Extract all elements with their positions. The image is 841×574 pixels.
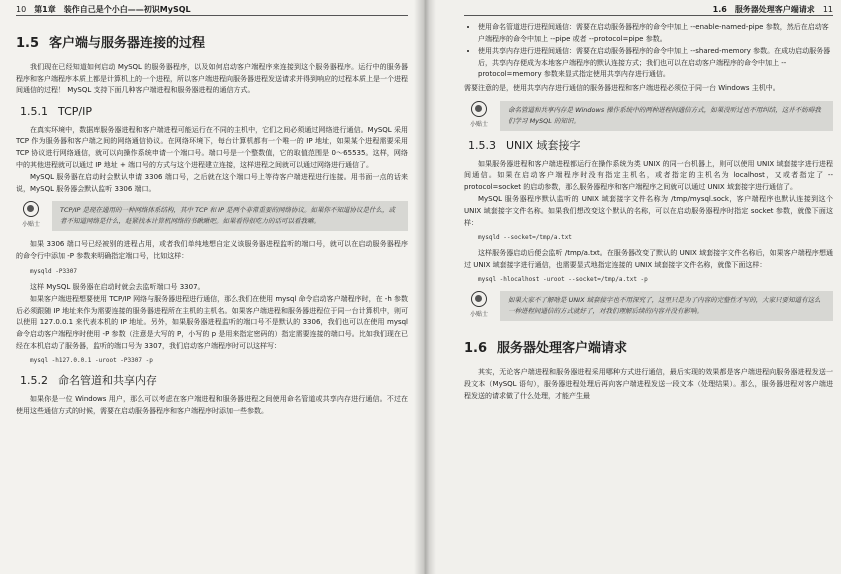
subsection-title: 命名管道和共享内存 bbox=[58, 374, 157, 388]
unix-paragraph-3: 这样服务器启动后便会监听 /tmp/a.txt。在服务器改变了默认的 UNIX 域套接字文件名称后，如果客户端程序想通过 UNIX 域套接字进行通信，也需要显式地指定连接的 UNIX 域套接字文件名称，就像下面这样： bbox=[464, 249, 833, 269]
tip-box-unix bbox=[464, 291, 833, 321]
ipc-bullet-list bbox=[464, 22, 833, 81]
tip-label: 小贴士 bbox=[469, 311, 488, 319]
chapter-title: 装作自己是个小白——初识MySQL bbox=[63, 4, 191, 14]
unix-paragraph-2: MySQL 服务器程序默认监听的 UNIX 域套接字文件名称为 /tmp/mysql.sock，客户端程序也默认连接到这个 UNIX 域套接字文件名称。如果我们想改变这个默认的名称，可以在启动服务器程序时指定 socket 参数，就像下面这样： bbox=[464, 195, 833, 227]
section-heading-1-6 bbox=[464, 341, 833, 357]
subsection-heading-1-5-3 bbox=[468, 139, 833, 153]
subsection-heading-1-5-2 bbox=[20, 374, 408, 388]
section-number: 1.6 bbox=[464, 341, 488, 357]
section-title: 客户端与服务器连接的过程 bbox=[49, 36, 206, 51]
list-item: • 使用命名管道进行进程间通信：需要在启动服务器程序的命令中加上 --enable-named-pipe 参数，然后在启动客户端程序的命令中加上 --pipe 或者 --protocol=pipe 参数。 bbox=[478, 22, 833, 45]
tip-box-tcpip bbox=[16, 201, 408, 231]
tip-marker bbox=[464, 291, 494, 318]
header-section-ref: 1.6 bbox=[712, 4, 727, 14]
section-heading-1-5 bbox=[16, 36, 408, 52]
subsection-number: 1.5.1 bbox=[20, 104, 48, 118]
subsection-title: UNIX 域套接字 bbox=[506, 138, 581, 152]
tip-text: 如果大家不了解啥是 UNIX 域套接字也不用深究了，这里只是为了内容的完整性才写的，大家只要知道有这么一种进程间通信的方式就好了，对我们理解后续的内容并没有影响。 bbox=[500, 291, 833, 321]
tcp-paragraph-3: 如果 3306 端口号已经被别的进程占用，或者我们单纯地想自定义该服务器进程监听的端口号，就可以在启动服务器程序的命令行中添加 -P 参数来明确指定端口号，比如这样： bbox=[16, 240, 408, 260]
chapter-label: 第1章 bbox=[34, 4, 56, 14]
shm-note-paragraph: 需要注意的是，使用共享内存进行通信的服务器进程和客户端进程必须位于同一台 Windows 主机中。 bbox=[464, 83, 780, 92]
tcp-paragraph-5: 如果客户端进程想要使用 TCP/IP 网络与服务器进程进行通信，那么我们在使用 mysql 命令启动客户端程序时，在 -h 参数后必须跟随 IP 地址来作为需要连接的服务器进程所在主机的主机名。如果客户端进程和服务器进程位于同一台计算机中，则可以使用 127.0.0.1 来代表本机的 IP 地址。另外，如果服务器进程监听的端口号不是默认的 3306，我们也可以在使用 mysql 命令启动客户端程序时使用 -P 参数（注意是大写的 P，小写的 p 是用来指定密码的）指定需要连接的端口号。比如我们现在已经在本机启动了服务器，监听的端口号为 3307，我们启动客户端程序时可以这样写： bbox=[16, 295, 408, 350]
right-page-number: 11 bbox=[822, 4, 833, 14]
section-number: 1.5 bbox=[16, 36, 40, 51]
left-page-number: 10 bbox=[16, 4, 27, 14]
unix-paragraph-1: 如果服务器进程和客户端进程都运行在操作系统为类 UNIX 的同一台机器上，则可以使用 UNIX 域套接字进行进程间通信。如果在启动客户端程序时没有指定主机名，或者指定的主机名为 localhost，又或者指定了 --protocol=socket 的启动参数，那么服务器程序和客户端程序之间就可以通过 UNIX 域套接字进行通信了。 bbox=[464, 159, 833, 191]
code-block-mysqld-port: mysqld -P3307 bbox=[30, 267, 77, 275]
tip-box-ipc bbox=[464, 101, 833, 131]
tip-text: 命名管道和共享内存是 Windows 操作系统中的两种进程间通信方式，如果没听过也不用纠结，这并不妨碍我们学习 MySQL 的知识。 bbox=[500, 101, 833, 131]
tip-label: 小贴士 bbox=[21, 221, 40, 229]
tcp-paragraph-2: MySQL 服务器在启动时会默认申请 3306 端口号，之后就在这个端口号上等待客户端进程进行连接。用书面一点的话来说，MySQL 服务器会默认监听 3306 端口。 bbox=[16, 173, 408, 193]
section-title: 服务器处理客户端请求 bbox=[497, 341, 628, 357]
right-running-header bbox=[464, 4, 833, 16]
pipe-paragraph: 如果你是一位 Windows 用户，那么可以考虑在客户端进程和服务器进程之间使用命名管道或共享内存进行通信。不过在使用这些通信方式的时候，需要在启动服务器程序和客户端程序时添加一些参数。 bbox=[16, 395, 408, 415]
tcp-paragraph-4: 这样 MySQL 服务器在启动时就会去监听端口号 3307。 bbox=[30, 282, 205, 291]
subsection-number: 1.5.2 bbox=[20, 374, 48, 388]
list-item: • 使用共享内存进行进程间通信：需要在启动服务器程序的命令中加上 --shared-memory 参数。在成功启动服务器后，共享内存便成为本地客户端程序的默认连接方式；我们也可以在启动客户端程序的命令中加上 --protocol=memory 参数来显式指定使用共享内存进行通信。 bbox=[478, 46, 833, 81]
lightbulb-icon bbox=[471, 291, 487, 307]
tcp-paragraph-1: 在真实环境中，数据库服务器进程和客户端进程可能运行在不同的主机中，它们之间必须通过网络进行通信。MySQL 采用 TCP 作为服务器和客户端之间的网络通信协议。在网络环境下，每台计算机都有一个唯一的 IP 地址，如果某个进程需要采用 TCP 协议进行网络通信，就可以向操作系统申请一个端口号。端口号是一个整数值，它的取值范围是 0～65535。这样，网络中的其他进程就可以通过 IP 地址 + 端口号的方式与这个进程建立连接，这样进程之间就可以通过网络进行通信了。 bbox=[16, 125, 408, 169]
code-block-mysql-socket: mysql -hlocalhost -uroot --socket=/tmp/a.txt -p bbox=[478, 276, 648, 284]
subsection-heading-1-5-1 bbox=[20, 105, 408, 119]
subsection-number: 1.5.3 bbox=[468, 138, 496, 152]
request-paragraph: 其实，无论客户端进程和服务器进程采用哪种方式进行通信，最后实现的效果都是客户端进程向服务器进程发送一段文本（MySQL 语句），服务器进程处理后再向客户端进程发送一段文本（处理结果）。那么，服务器进程对客户端进程发送的请求做了什么处理，才能产生最 bbox=[464, 368, 833, 400]
left-running-header bbox=[16, 4, 408, 16]
tip-label: 小贴士 bbox=[469, 120, 488, 128]
code-block-mysqld-socket: mysqld --socket=/tmp/a.txt bbox=[478, 234, 572, 242]
subsection-title: TCP/IP bbox=[58, 104, 92, 118]
intro-paragraph: 我们现在已经知道如何启动 MySQL 的服务器程序，以及如何启动客户端程序来连接到这个服务器程序。运行中的服务器程序和客户端程序本质上都是计算机上的一个进程，所以客户端进程向服务器进程发送请求并得到响应的过程本质上是一个进程间通信的过程！ MySQL 支持下面几种客户端进程和服务器进程的通信方式。 bbox=[16, 63, 408, 95]
tip-text: TCP/IP 是现在通用的一种网络体系结构，其中 TCP 和 IP 是两个非常重要的网络协议。如果你不知道协议是什么，或者不知道网络是什么，赶紧找本计算机网络的书瞅瞅吧。如果看得很吃力的话可以看我嘛。 bbox=[52, 201, 408, 231]
header-section-title: 服务器处理客户端请求 bbox=[734, 4, 815, 14]
code-block-mysql-connect: mysql -h127.0.0.1 -uroot -P3307 -p bbox=[30, 357, 153, 365]
right-page bbox=[424, 0, 841, 574]
tip-marker bbox=[464, 101, 494, 128]
book-gutter-shadow bbox=[414, 0, 436, 574]
lightbulb-icon bbox=[23, 201, 39, 217]
tip-marker bbox=[16, 201, 46, 228]
lightbulb-icon bbox=[471, 101, 487, 117]
